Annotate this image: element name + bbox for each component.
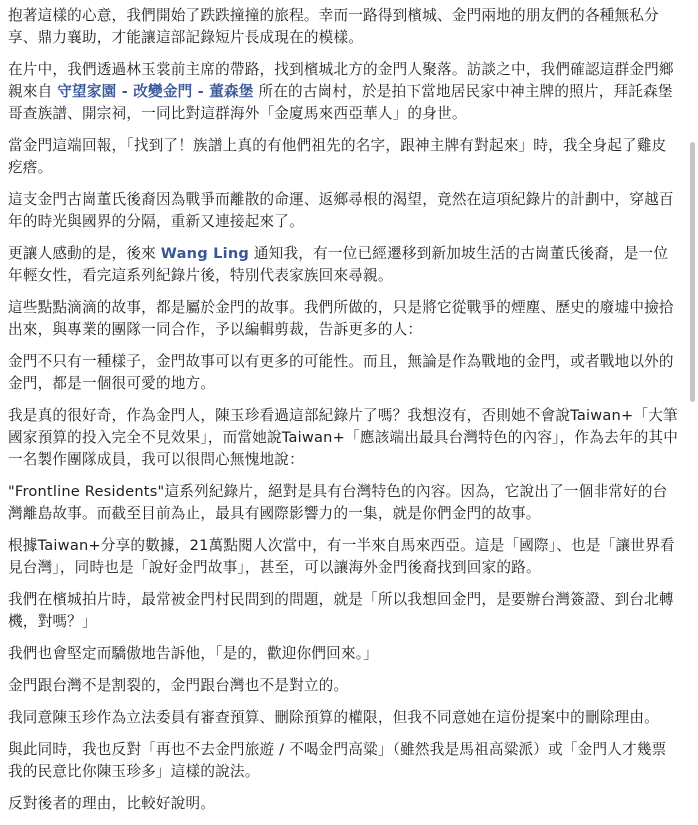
post-paragraph-13: 金門跟台灣不是割裂的，金門跟台灣也不是對立的。 — [8, 677, 349, 694]
post-paragraph-9: "Frontline Residents"這系列紀錄片，絕對是具有台灣特色的內容。因為，它說出了一個非常好的台灣離島故事。而截至目前為止，最具有國際影響力的一集，就是你們金門的故事。 — [8, 483, 668, 522]
post-paragraph-8: 我是真的很好奇，作為金門人，陳玉珍看過這部紀錄片了嗎？我想沒有，否則她不會說Taiwan+「大筆國家預算的投入完全不見效果」，而當她說Taiwan+「應該端出最具台灣特色的內容」，作為去年的其中一名製作團隊成員，我可以很問心無愧地說： — [8, 407, 678, 468]
post-paragraph-3: 當金門這端回報，「找到了！族譜上真的有他們祖先的名字，跟神主牌有對起來」時，我全身起了雞皮疙瘩。 — [8, 137, 667, 176]
post-paragraph-5-text-b: 通知我，有一位已經遷移到新加坡生活的古崗董氏後裔，是一位年輕女性，看完這系列紀錄片後，特別代表家族回來尋親。 — [8, 245, 669, 284]
post-paragraph-5-text-a: 更讓人感動的是，後來 — [8, 245, 156, 262]
post-paragraph-7: 金門不只有一種樣子，金門故事可以有更多的可能性。而且，無論是作為戰地的金門，或者戰地以外的金門，都是一個很可愛的地方。 — [8, 353, 674, 392]
post-paragraph-2-text-a: 在片中，我們透過林玉裳前主席的帶路，找到檳城北方的金門人聚落。訪談之中，我們確認這群金門鄉親來自 — [8, 61, 674, 100]
post-paragraph-15: 與此同時，我也反對「再也不去金門旅遊 / 不喝金門高粱」（雖然我是馬祖高粱派）或「金門人才幾票我的民意比你陳玉珍多」這樣的說法。 — [8, 741, 667, 780]
vertical-scrollbar[interactable] — [686, 0, 698, 726]
post-paragraph-5 — [8, 243, 678, 287]
post-paragraph-16: 反對後者的理由，比較好說明。 — [8, 795, 216, 812]
post-paragraph-14: 我同意陳玉珍作為立法委員有審查預算、刪除預算的權限，但我不同意她在這份提案中的刪除理由。 — [8, 709, 659, 726]
post-paragraph-11: 我們在檳城拍片時，最常被金門村民問到的問題，就是「所以我想回金門，是要辦台灣簽證、到台北轉機，對嗎？」 — [8, 591, 674, 630]
post-paragraph-4: 這支金門古崗董氏後裔因為戰爭而離散的命運、返鄉尋根的渴望，竟然在這項紀錄片的計劃中，穿越百年的時光與國界的分隔，重新又連接起來了。 — [8, 191, 674, 230]
page-mention-link[interactable]: 守望家園 - 改變金門 - 董森堡 — [57, 83, 254, 100]
post-paragraph-12: 我們也會堅定而驕傲地告訴他，「是的，歡迎你們回來。」 — [8, 645, 379, 662]
person-mention-link[interactable]: Wang Ling — [160, 245, 250, 262]
post-paragraph-6: 這些點點滴滴的故事，都是屬於金門的故事。我們所做的，只是將它從戰爭的煙塵、歷史的廢墟中撿拾出來，與專業的團隊一同合作，予以編輯剪裁，告訴更多的人： — [8, 299, 674, 338]
post-paragraph-2 — [8, 59, 678, 125]
post-paragraph-10: 根據Taiwan+分享的數據，21萬點閱人次當中，有一半來自馬來西亞。這是「國際」、也是「讓世界看見台灣」，同時也是「說好金門故事」，甚至，可以讓海外金門後裔找到回家的路。 — [8, 537, 675, 576]
post-paragraph-1: 抱著這樣的心意，我們開始了跌跌撞撞的旅程。幸而一路得到檳城、金門兩地的朋友們的各種無私分享、鼎力襄助，才能讓這部記錄短片長成現在的模樣。 — [8, 7, 659, 46]
scrollbar-thumb[interactable] — [690, 142, 695, 402]
post-paragraph-2-text-b: 所在的古崗村，於是拍下當地居民家中神主牌的照片，拜託森堡哥查族譜、開宗祠，一同比對這群海外「金廈馬來西亞華人」的身世。 — [8, 83, 673, 122]
